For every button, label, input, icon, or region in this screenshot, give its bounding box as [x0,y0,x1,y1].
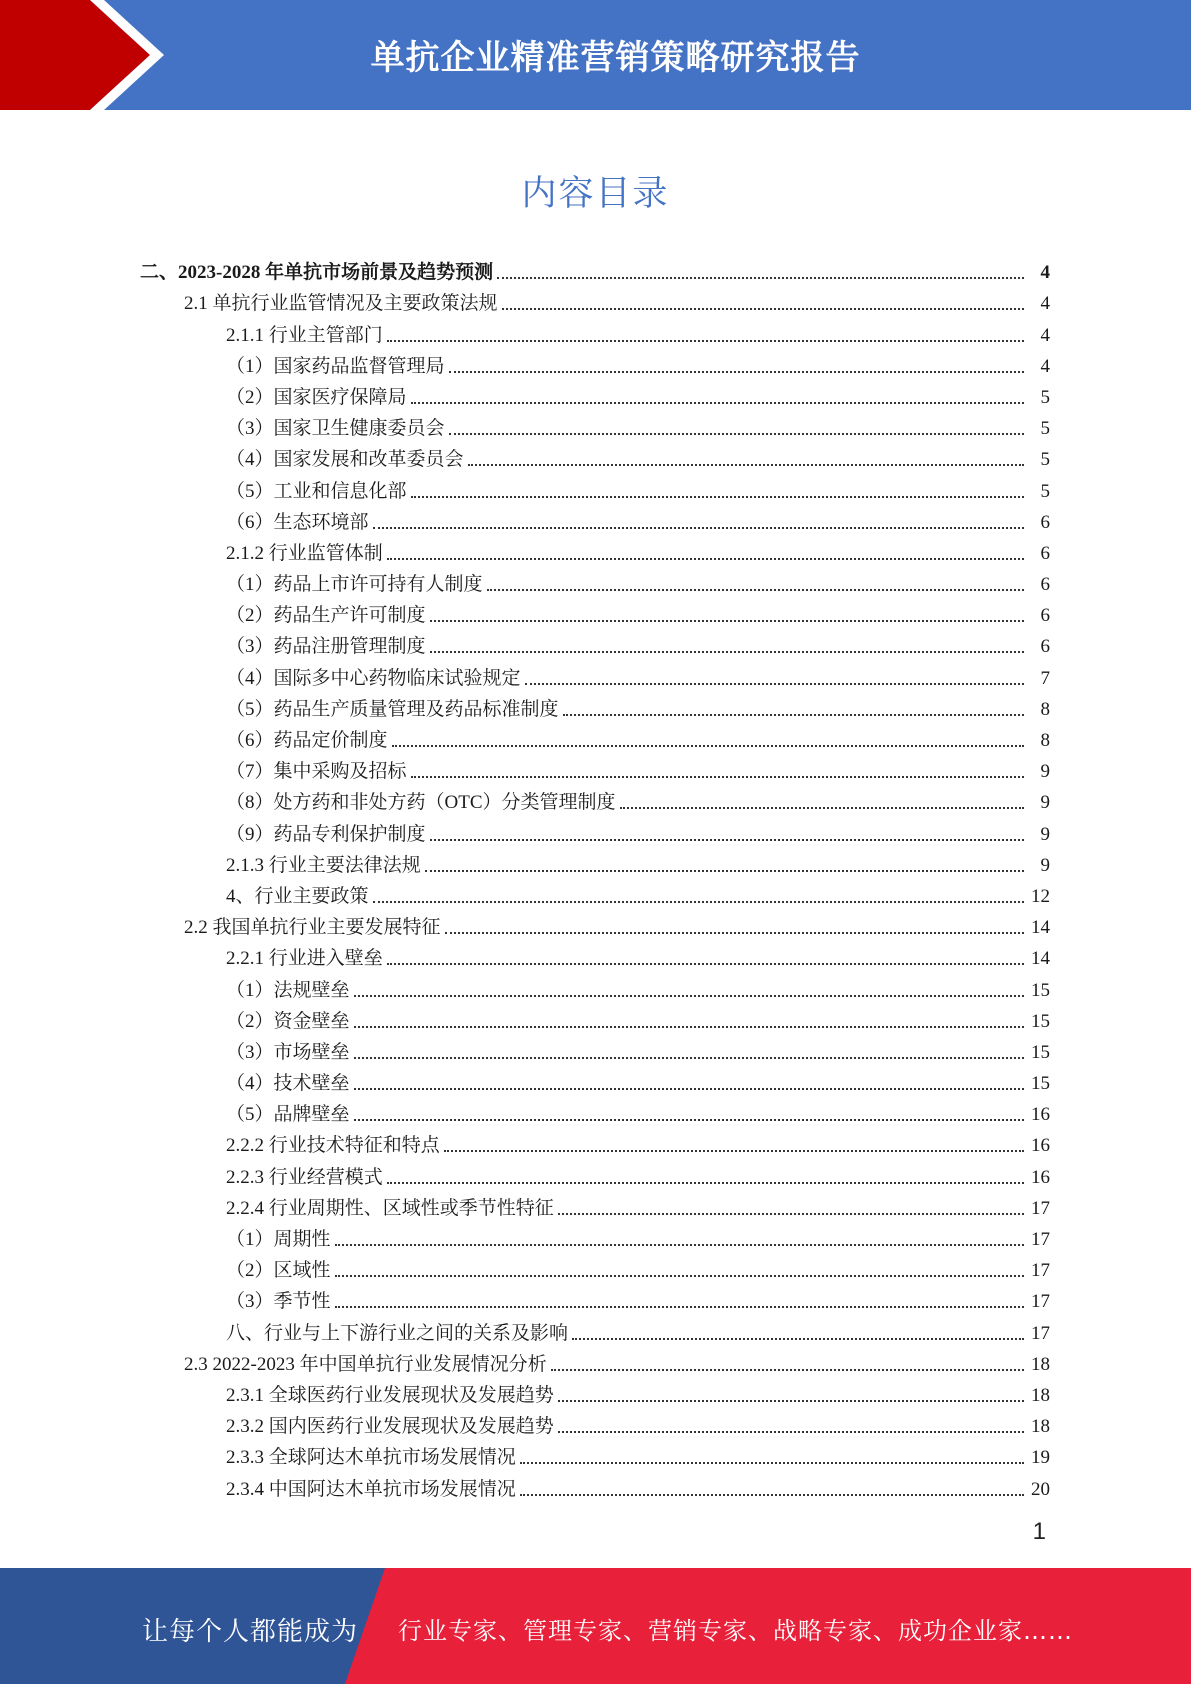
toc-entry-label: （2）区域性 [226,1260,331,1282]
toc-entry[interactable] [140,1469,1050,1500]
toc-entry-label: （8）处方药和非处方药（OTC）分类管理制度 [226,792,616,814]
toc-entry-page: 4 [1040,293,1050,315]
toc-entry[interactable] [140,1064,1050,1095]
toc-entry-label: （5）品牌壁垒 [226,1104,350,1126]
toc-leader-dots [387,340,1024,342]
toc-leader-dots [558,1213,1024,1215]
toc-leader-dots [387,1182,1024,1184]
toc-entry[interactable] [140,315,1050,346]
toc-leader-dots [411,776,1024,778]
toc-entry-label: （3）市场壁垒 [226,1041,350,1063]
toc-leader-dots [392,745,1024,747]
toc-entry[interactable] [140,1345,1050,1376]
toc-leader-dots [572,1338,1024,1340]
toc-entry-page: 7 [1040,667,1050,689]
toc-entry[interactable] [140,378,1050,409]
toc-entry-page: 14 [1031,917,1050,939]
toc-entry-page: 15 [1031,979,1050,1001]
toc-entry-page: 18 [1031,1353,1050,1375]
toc-leader-dots [354,1088,1024,1090]
toc-entry-label: 4、行业主要政策 [226,885,369,907]
toc-leader-dots [525,683,1024,685]
toc-entry[interactable] [140,503,1050,534]
toc-entry-page: 16 [1031,1104,1050,1126]
toc-leader-dots [520,1494,1024,1496]
toc-leader-dots [520,1462,1024,1464]
toc-entry-page: 8 [1040,730,1050,751]
toc-entry-label: （2）药品生产许可制度 [226,605,426,627]
toc-entry[interactable] [140,721,1050,752]
toc-entry-label: 2.3.1 全球医药行业发展现状及发展趋势 [226,1384,554,1406]
toc-leader-dots [551,1369,1024,1371]
toc-entry[interactable] [140,846,1050,877]
toc-entry-label: （9）药品专利保护制度 [226,823,426,845]
toc-entry-page: 5 [1040,386,1050,408]
toc-entry-label: 2.2 我国单抗行业主要发展特征 [184,917,441,939]
footer-slogan-left: 让每个人都能成为 [142,1617,359,1647]
toc-entry-page: 19 [1031,1447,1050,1469]
toc-entry-label: （4）国际多中心药物临床试验规定 [226,667,521,689]
toc-entry-page: 15 [1031,1073,1050,1095]
toc-entry-label: （1）国家药品监督管理局 [226,355,445,377]
toc-entry[interactable] [140,814,1050,845]
toc-entry[interactable] [140,1002,1050,1033]
toc-entry[interactable] [140,1251,1050,1282]
toc-leader-dots [354,1026,1024,1028]
toc-entry-label: （1）周期性 [226,1229,331,1250]
toc-entry-label: 2.3 2022-2023 年中国单抗行业发展情况分析 [184,1353,547,1375]
toc-leader-dots [558,1431,1024,1433]
toc-entry[interactable] [140,1376,1050,1407]
toc-entry-page: 4 [1040,324,1050,346]
toc-entry-page: 14 [1031,948,1050,970]
toc-entry[interactable] [140,970,1050,1001]
toc-entry-page: 4 [1040,262,1050,284]
toc-entry-page: 17 [1031,1322,1050,1344]
toc-entry-page: 20 [1031,1478,1050,1500]
toc-entry-page: 17 [1031,1260,1050,1282]
toc-leader-dots [430,620,1024,622]
toc-leader-dots [373,527,1024,529]
toc-leader-dots [502,308,1024,310]
toc-entry-label: 2.3.3 全球阿达木单抗市场发展情况 [226,1447,516,1469]
toc-entry[interactable] [140,1126,1050,1157]
toc-entry-page: 17 [1031,1229,1050,1250]
toc-entry[interactable] [140,1095,1050,1126]
report-title: 单抗企业精准营销策略研究报告 [370,38,861,78]
toc-entry[interactable] [140,347,1050,378]
toc-entry-label: （2）国家医疗保障局 [226,386,407,408]
toc-entry[interactable] [140,939,1050,970]
toc-entry-label: （6）药品定价制度 [226,730,388,751]
toc-entry-page: 18 [1031,1384,1050,1406]
toc-entry-label: 2.2.2 行业技术特征和特点 [226,1135,440,1157]
toc-leader-dots [444,1150,1024,1152]
toc-entry[interactable] [140,440,1050,471]
toc-entry[interactable] [140,534,1050,565]
toc-entry[interactable] [140,783,1050,814]
toc-entry-label: 2.2.1 行业进入壁垒 [226,948,383,970]
toc-entry-label: 2.1.3 行业主要法律法规 [226,854,421,876]
page-number: 1 [1032,1518,1046,1545]
toc-entry-page: 8 [1040,698,1050,720]
toc-entry[interactable] [140,690,1050,721]
toc-entry-label: 2.1.2 行业监管体制 [226,542,383,564]
toc-leader-dots [387,558,1024,560]
toc-entry-label: （7）集中采购及招标 [226,761,407,783]
toc-leader-dots [335,1275,1024,1277]
toc-entry-page: 12 [1031,885,1050,907]
toc-leader-dots [411,496,1024,498]
toc-entry-label: 2.3.2 国内医药行业发展现状及发展趋势 [226,1416,554,1438]
toc-entry-label: （5）工业和信息化部 [226,480,407,502]
toc-leader-dots [468,464,1024,466]
toc-entry[interactable] [140,752,1050,783]
toc-leader-dots [425,870,1024,872]
toc-entry[interactable] [140,1282,1050,1313]
toc-leader-dots [335,1306,1024,1308]
toc-leader-dots [445,932,1024,934]
toc-entry-page: 5 [1040,418,1050,440]
toc-leader-dots [354,995,1024,997]
header-banner [0,0,1191,110]
toc-entry-page: 16 [1031,1135,1050,1157]
toc-entry-label: （1）药品上市许可持有人制度 [226,574,483,596]
toc-leader-dots [354,1057,1024,1059]
toc-entry-page: 4 [1040,355,1050,377]
toc-entry-label: 2.1.1 行业主管部门 [226,324,383,346]
toc-leader-dots [430,651,1024,653]
toc-leader-dots [449,433,1024,435]
toc-entry-page: 17 [1031,1197,1050,1219]
toc-entry[interactable] [140,565,1050,596]
toc-entry-label: （5）药品生产质量管理及药品标准制度 [226,698,559,720]
toc-entry[interactable] [140,1313,1050,1344]
toc-entry-label: （3）季节性 [226,1291,331,1313]
toc-leader-dots [430,839,1024,841]
toc-entry-label: 2.2.4 行业周期性、区域性或季节性特征 [226,1197,554,1219]
toc-entry-page: 15 [1031,1041,1050,1063]
toc-entry[interactable] [140,877,1050,908]
toc-entry-page: 18 [1031,1416,1050,1438]
toc-entry-page: 9 [1040,761,1050,783]
toc-entry[interactable] [140,596,1050,627]
toc-entry[interactable] [140,284,1050,315]
toc-leader-dots [411,402,1024,404]
toc-entry[interactable] [140,471,1050,502]
toc-leader-dots [354,1119,1024,1121]
toc-entry-page: 6 [1040,574,1050,596]
toc-leader-dots [558,1400,1024,1402]
toc-entry-page: 6 [1040,511,1050,533]
toc-entry-page: 9 [1040,854,1050,876]
toc-entry-page: 6 [1040,542,1050,564]
toc-entry-page: 6 [1040,636,1050,658]
toc-entry[interactable] [140,1189,1050,1220]
toc-leader-dots [563,714,1024,716]
toc-entry[interactable] [140,409,1050,440]
toc-entry-page: 15 [1031,1010,1050,1032]
toc-leader-dots [373,901,1024,903]
toc-entry-page: 5 [1040,480,1050,502]
toc-entry-label: （4）国家发展和改革委员会 [226,449,464,471]
toc-entry-label: 2.3.4 中国阿达木单抗市场发展情况 [226,1478,516,1500]
footer-banner [0,1568,1191,1684]
toc-entry-label: 2.2.3 行业经营模式 [226,1166,383,1188]
toc-leader-dots [449,371,1024,373]
toc-entry-page: 16 [1031,1166,1050,1188]
toc-entry-label: （3）药品注册管理制度 [226,636,426,658]
toc-entry-page: 5 [1040,449,1050,471]
toc-entry[interactable] [140,1220,1050,1251]
toc-entry-label: （6）生态环境部 [226,511,369,533]
toc-entry-label: 二、2023-2028 年单抗市场前景及趋势预测 [140,262,494,284]
toc-entry[interactable] [140,253,1050,284]
toc-entry-page: 17 [1031,1291,1050,1313]
toc-entry-label: 八、行业与上下游行业之间的关系及影响 [226,1322,569,1344]
toc-entry-label: （4）技术壁垒 [226,1073,350,1095]
toc-entry[interactable] [140,627,1050,658]
toc-entry[interactable] [140,1407,1050,1438]
toc-leader-dots [387,963,1024,965]
toc-entry[interactable] [140,1157,1050,1188]
toc-entry[interactable] [140,908,1050,939]
toc-entry-label: （2）资金壁垒 [226,1010,350,1032]
toc-entry-page: 9 [1040,792,1050,814]
toc-heading: 内容目录 [521,174,670,214]
toc-entry-label: （1）法规壁垒 [226,979,350,1001]
toc-leader-dots [487,589,1024,591]
toc-entry[interactable] [140,658,1050,689]
toc-entry[interactable] [140,1033,1050,1064]
toc-entry-page: 9 [1040,823,1050,845]
toc-entry-page: 6 [1040,605,1050,627]
toc-entry[interactable] [140,1438,1050,1469]
toc-leader-dots [335,1244,1024,1246]
toc-leader-dots [497,277,1024,279]
footer-slogan-right: 行业专家、管理专家、营销专家、战略专家、成功企业家…… [398,1617,1073,1645]
toc-entry-label: （3）国家卫生健康委员会 [226,418,445,440]
table-of-contents [140,253,1050,1501]
toc-leader-dots [620,807,1024,809]
toc-entry-label: 2.1 单抗行业监管情况及主要政策法规 [184,293,498,315]
